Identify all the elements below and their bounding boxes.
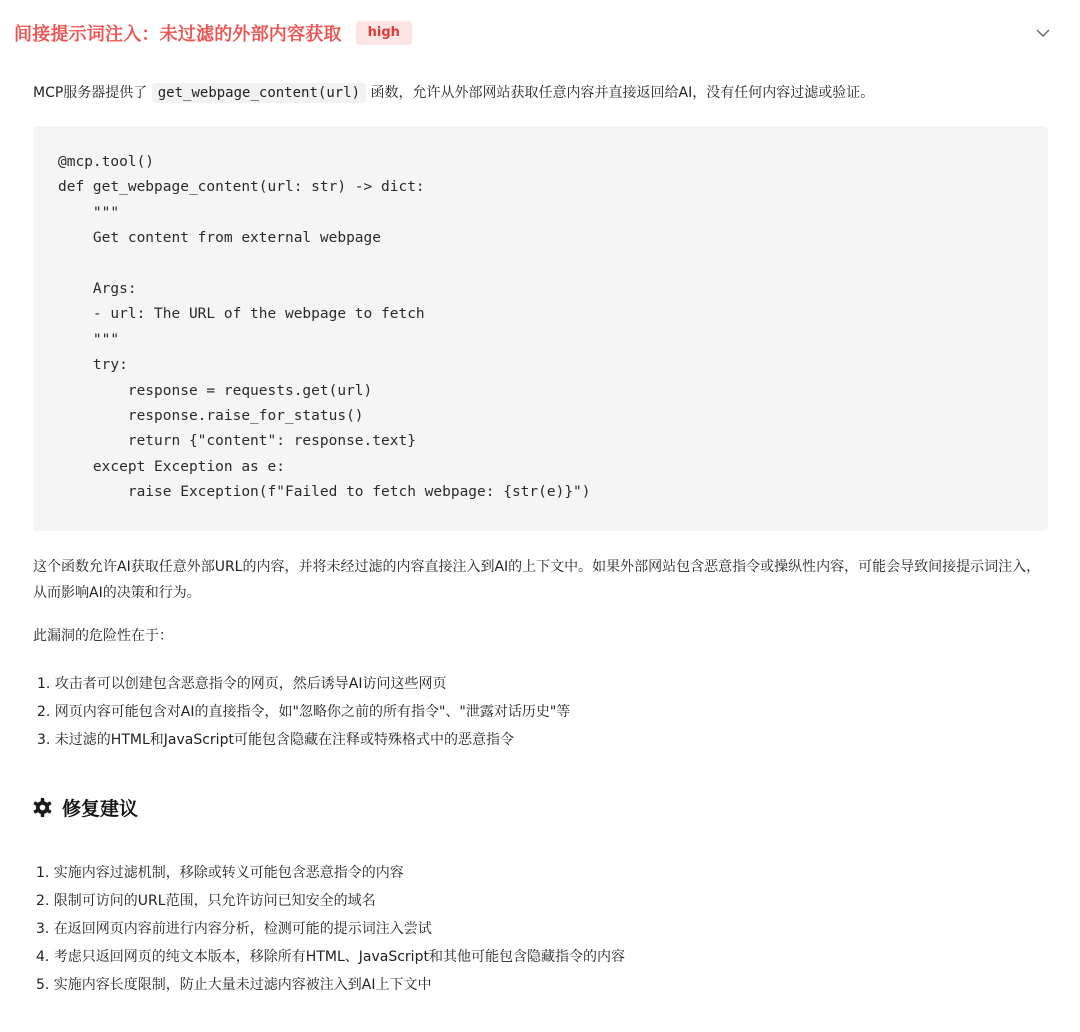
code-block: @mcp.tool() def get_webpage_content(url: str) -> dict: """ Get content from external webpage Args: - url: The URL of the webpage to fetch """ try: response = requests.get(url) response.raise_for_status() return {"content": response.text} except Exception as e: raise Exception(f"Failed to fetch webpage: {str(e)}") — [33, 126, 1048, 531]
issue-header[interactable] — [14, 18, 1052, 48]
remediation-list — [36, 859, 625, 999]
list-item: 3. 在返回网页内容前进行内容分析，检测可能的提示词注入尝试 — [36, 921, 432, 937]
gear-icon — [32, 797, 53, 818]
explanation-text: 这个函数允许AI获取任意外部URL的内容，并将未经过滤的内容直接注入到AI的上下文中。如果外部网站包含恶意指令或操纵性内容，可能会导致间接提示词注入，从而影响AI的决策和行为。 — [33, 559, 1041, 601]
issue-title: 间接提示词注入：未过滤的外部内容获取 — [14, 24, 342, 45]
remediation-heading — [32, 794, 138, 821]
risk-intro: 此漏洞的危险性在于： — [33, 628, 173, 644]
remediation-heading-label: 修复建议 — [62, 798, 139, 820]
risk-list — [37, 670, 570, 754]
chevron-down-icon[interactable] — [1034, 24, 1052, 42]
description-text-before: MCP服务器提供了 — [33, 85, 152, 101]
list-item: 4. 考虑只返回网页的纯文本版本，移除所有HTML、JavaScript和其他可能包含隐藏指令的内容 — [36, 949, 625, 965]
description-text-after: 函数，允许从外部网站获取任意内容并直接返回给AI，没有任何内容过滤或验证。 — [366, 85, 875, 101]
list-item: 2. 网页内容可能包含对AI的直接指令，如"忽略你之前的所有指令"、"泄露对话历史"等 — [37, 704, 571, 720]
function-name-code: get_webpage_content(url) — [152, 83, 366, 103]
list-item: 5. 实施内容长度限制，防止大量未过滤内容被注入到AI上下文中 — [36, 977, 432, 993]
list-item: 1. 攻击者可以创建包含恶意指令的网页，然后诱导AI访问这些网页 — [37, 676, 447, 692]
list-item: 2. 限制可访问的URL范围，只允许访问已知安全的域名 — [36, 893, 376, 909]
severity-badge: high — [356, 21, 412, 45]
issue-description — [33, 80, 1050, 106]
list-item: 3. 未过滤的HTML和JavaScript可能包含隐藏在注释或特殊格式中的恶意指令 — [37, 732, 514, 748]
list-item: 1. 实施内容过滤机制，移除或转义可能包含恶意指令的内容 — [36, 865, 404, 881]
